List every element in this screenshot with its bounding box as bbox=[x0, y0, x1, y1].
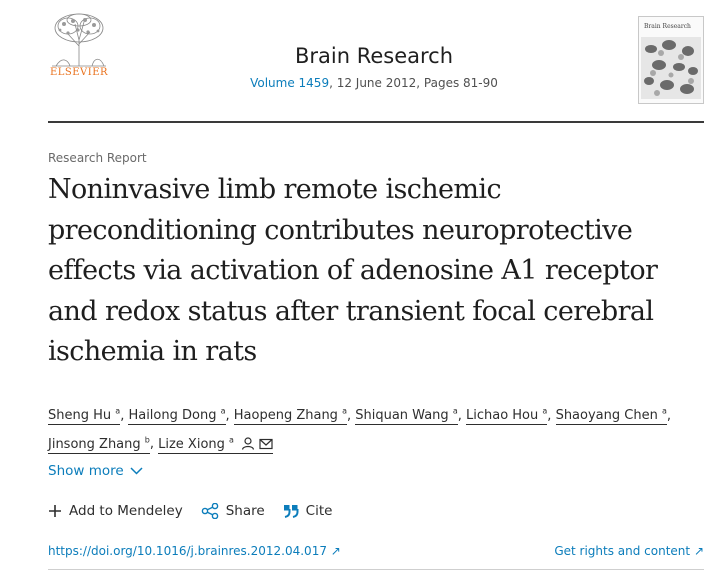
rights-and-content-link[interactable] bbox=[554, 544, 704, 558]
author-entry: Shaoyang Chen $^a$, bbox=[555, 407, 671, 424]
journal-cover-thumbnail[interactable] bbox=[638, 16, 704, 104]
issue-details: , 12 June 2012, Pages 81-90 bbox=[329, 76, 498, 90]
envelope-icon bbox=[259, 438, 273, 450]
author-link[interactable]: Sheng Hu $^a$ bbox=[48, 407, 121, 424]
tree-logo-icon bbox=[48, 12, 110, 68]
person-icon bbox=[241, 437, 255, 450]
share-button[interactable] bbox=[201, 503, 265, 519]
plus-icon bbox=[48, 504, 62, 518]
doi-text: https://doi.org/10.1016/j.brainres.2012.04.017 bbox=[48, 544, 327, 558]
cite-label: Cite bbox=[305, 503, 333, 519]
author-entry: Lichao Hou $^a$, bbox=[465, 407, 556, 424]
author-entry: Shiquan Wang $^a$, bbox=[355, 407, 466, 424]
chevron-down-icon bbox=[130, 467, 143, 475]
header-divider bbox=[48, 121, 704, 123]
article-actions bbox=[48, 503, 350, 519]
cover-image-icon bbox=[641, 37, 701, 99]
cover-title: Brain Research bbox=[644, 23, 691, 30]
show-more-label: Show more bbox=[48, 463, 124, 479]
author-entry: Haopeng Zhang $^a$, bbox=[233, 407, 356, 424]
author-contact-icons bbox=[241, 435, 273, 459]
author-list bbox=[48, 400, 708, 459]
author-entry: Sheng Hu $^a$, bbox=[48, 407, 129, 424]
doi-link[interactable] bbox=[48, 544, 341, 558]
author-entry bbox=[158, 437, 273, 454]
external-link-icon: ↗ bbox=[693, 544, 704, 558]
publisher-logo-text: ELSEVIER bbox=[49, 67, 109, 78]
show-more-button[interactable] bbox=[48, 463, 143, 479]
author-link[interactable]: Hailong Dong $^a$ bbox=[128, 407, 226, 424]
author-entry: Hailong Dong $^a$, bbox=[128, 407, 234, 424]
external-link-icon: ↗ bbox=[330, 544, 341, 558]
cite-button[interactable] bbox=[283, 503, 333, 519]
share-icon bbox=[201, 503, 219, 519]
footer-divider bbox=[48, 569, 704, 570]
volume-link[interactable]: Volume 1459 bbox=[250, 76, 330, 90]
author-link[interactable]: Haopeng Zhang $^a$ bbox=[233, 407, 347, 424]
add-to-mendeley-button[interactable] bbox=[48, 503, 183, 519]
corresponding-author-link[interactable]: Lize Xiong $^a$ bbox=[158, 437, 273, 454]
rights-text: Get rights and content bbox=[554, 544, 691, 558]
quote-icon bbox=[283, 504, 299, 518]
issue-info bbox=[234, 76, 514, 90]
add-to-mendeley-label: Add to Mendeley bbox=[69, 503, 183, 519]
article-title: Noninvasive limb remote ischemic preconditioning contributes neuroprotective effects via activation of adenosine A1 receptor and redox status after transient focal cerebral ischemia in rats bbox=[48, 174, 658, 367]
author-link[interactable]: Lichao Hou $^a$ bbox=[465, 407, 548, 424]
journal-title[interactable]: Brain Research bbox=[294, 44, 454, 68]
author-link[interactable]: Shiquan Wang $^a$ bbox=[355, 407, 458, 424]
author-entry: Jinsong Zhang $^b$, bbox=[48, 435, 159, 452]
author-link[interactable]: Jinsong Zhang $^b$ bbox=[48, 435, 150, 452]
document-type: Research Report bbox=[48, 151, 147, 165]
share-label: Share bbox=[225, 503, 265, 519]
author-link[interactable]: Shaoyang Chen $^a$ bbox=[555, 407, 667, 424]
